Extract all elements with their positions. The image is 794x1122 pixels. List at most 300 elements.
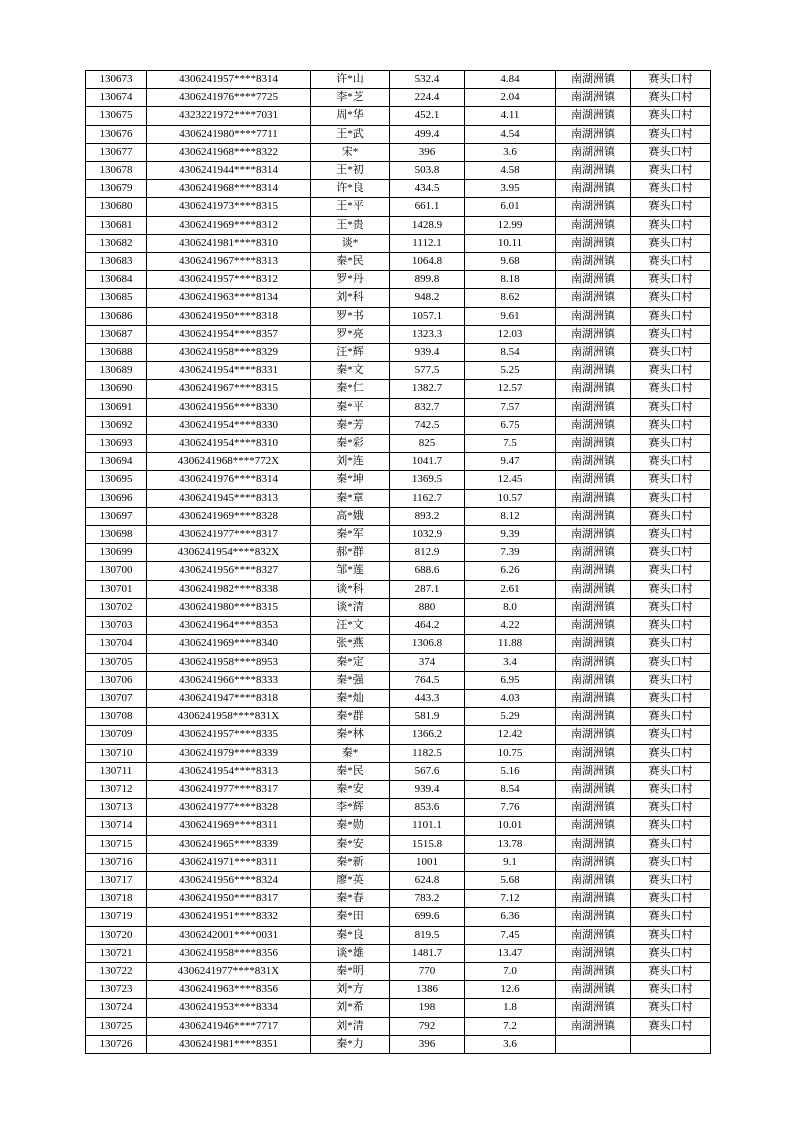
cell-village: 赛头口村 [631, 817, 711, 835]
cell-id-number: 4306241954****832X [147, 544, 311, 562]
cell-town: 南湖洲镇 [556, 143, 631, 161]
cell-id-number: 4306241977****8317 [147, 780, 311, 798]
table-row [86, 871, 711, 889]
cell-village: 赛头口村 [631, 234, 711, 252]
table-row [86, 489, 711, 507]
cell-ratio: 7.45 [465, 926, 556, 944]
cell-town: 南湖洲镇 [556, 962, 631, 980]
table-row [86, 817, 711, 835]
cell-amount: 880 [390, 598, 465, 616]
table-row [86, 580, 711, 598]
cell-town: 南湖洲镇 [556, 198, 631, 216]
cell-id-number: 4306241958****8356 [147, 944, 311, 962]
cell-name: 秦*良 [311, 926, 390, 944]
cell-name: 刘*科 [311, 289, 390, 307]
cell-name: 王*贵 [311, 216, 390, 234]
cell-ratio: 6.36 [465, 908, 556, 926]
cell-village: 赛头口村 [631, 507, 711, 525]
cell-ratio: 9.1 [465, 853, 556, 871]
cell-id-number: 4323221972****7031 [147, 107, 311, 125]
table-row [86, 653, 711, 671]
cell-name: 秦*平 [311, 398, 390, 416]
table-row [86, 689, 711, 707]
cell-name: 秦*定 [311, 653, 390, 671]
cell-id-number: 4306241954****8357 [147, 325, 311, 343]
table-row [86, 180, 711, 198]
cell-ratio: 6.95 [465, 671, 556, 689]
table-row [86, 780, 711, 798]
cell-id-number: 4306241964****8353 [147, 617, 311, 635]
cell-serial-number: 130698 [86, 526, 147, 544]
cell-name: 秦*灿 [311, 689, 390, 707]
cell-amount: 1369.5 [390, 471, 465, 489]
cell-serial-number: 130675 [86, 107, 147, 125]
cell-name: 许*良 [311, 180, 390, 198]
cell-town: 南湖洲镇 [556, 635, 631, 653]
cell-amount: 1057.1 [390, 307, 465, 325]
cell-serial-number: 130697 [86, 507, 147, 525]
cell-village: 赛头口村 [631, 653, 711, 671]
cell-id-number: 4306241969****8311 [147, 817, 311, 835]
cell-serial-number: 130681 [86, 216, 147, 234]
cell-town: 南湖洲镇 [556, 507, 631, 525]
cell-serial-number: 130725 [86, 1017, 147, 1035]
table-row [86, 380, 711, 398]
cell-amount: 783.2 [390, 890, 465, 908]
cell-name: 罗*书 [311, 307, 390, 325]
cell-ratio: 8.54 [465, 780, 556, 798]
cell-ratio: 11.88 [465, 635, 556, 653]
cell-village: 赛头口村 [631, 435, 711, 453]
table-row [86, 453, 711, 471]
cell-ratio: 3.6 [465, 143, 556, 161]
cell-serial-number: 130715 [86, 835, 147, 853]
cell-id-number: 4306241977****8328 [147, 799, 311, 817]
cell-amount: 1366.2 [390, 726, 465, 744]
cell-ratio: 5.68 [465, 871, 556, 889]
cell-ratio: 7.12 [465, 890, 556, 908]
cell-town: 南湖洲镇 [556, 708, 631, 726]
cell-village: 赛头口村 [631, 380, 711, 398]
table-row [86, 635, 711, 653]
cell-name: 宋* [311, 143, 390, 161]
cell-id-number: 4306242001****0031 [147, 926, 311, 944]
table-row [86, 962, 711, 980]
cell-ratio: 3.95 [465, 180, 556, 198]
cell-amount: 939.4 [390, 344, 465, 362]
cell-serial-number: 130726 [86, 1035, 147, 1053]
table-row [86, 307, 711, 325]
cell-amount: 893.2 [390, 507, 465, 525]
table-row [86, 726, 711, 744]
cell-ratio: 10.75 [465, 744, 556, 762]
table-row [86, 926, 711, 944]
cell-id-number: 4306241966****8333 [147, 671, 311, 689]
cell-name: 刘*清 [311, 1017, 390, 1035]
cell-serial-number: 130691 [86, 398, 147, 416]
cell-ratio: 8.18 [465, 271, 556, 289]
cell-serial-number: 130689 [86, 362, 147, 380]
cell-id-number: 4306241982****8338 [147, 580, 311, 598]
cell-village: 赛头口村 [631, 307, 711, 325]
cell-amount: 198 [390, 999, 465, 1017]
cell-name: 王*初 [311, 162, 390, 180]
table-row [86, 799, 711, 817]
cell-village: 赛头口村 [631, 471, 711, 489]
cell-village: 赛头口村 [631, 125, 711, 143]
cell-village: 赛头口村 [631, 216, 711, 234]
cell-ratio: 8.12 [465, 507, 556, 525]
cell-id-number: 4306241963****8134 [147, 289, 311, 307]
table-row [86, 344, 711, 362]
cell-id-number: 4306241951****8332 [147, 908, 311, 926]
cell-id-number: 4306241956****8330 [147, 398, 311, 416]
cell-id-number: 4306241957****8335 [147, 726, 311, 744]
cell-serial-number: 130688 [86, 344, 147, 362]
cell-village: 赛头口村 [631, 271, 711, 289]
cell-town: 南湖洲镇 [556, 362, 631, 380]
cell-serial-number: 130719 [86, 908, 147, 926]
cell-serial-number: 130711 [86, 762, 147, 780]
cell-town: 南湖洲镇 [556, 216, 631, 234]
cell-village: 赛头口村 [631, 926, 711, 944]
cell-amount: 1032.9 [390, 526, 465, 544]
cell-serial-number: 130677 [86, 143, 147, 161]
cell-ratio: 4.22 [465, 617, 556, 635]
cell-id-number: 4306241976****8314 [147, 471, 311, 489]
cell-village: 赛头口村 [631, 526, 711, 544]
cell-town: 南湖洲镇 [556, 580, 631, 598]
cell-serial-number: 130707 [86, 689, 147, 707]
cell-town: 南湖洲镇 [556, 981, 631, 999]
cell-name: 秦*军 [311, 526, 390, 544]
cell-amount: 819.5 [390, 926, 465, 944]
cell-village: 赛头口村 [631, 962, 711, 980]
cell-id-number: 4306241971****8311 [147, 853, 311, 871]
cell-serial-number: 130720 [86, 926, 147, 944]
table-row [86, 143, 711, 161]
cell-serial-number: 130692 [86, 416, 147, 434]
cell-id-number: 4306241968****8314 [147, 180, 311, 198]
cell-village: 赛头口村 [631, 489, 711, 507]
cell-village: 赛头口村 [631, 671, 711, 689]
cell-name: 周*华 [311, 107, 390, 125]
cell-ratio: 7.0 [465, 962, 556, 980]
cell-id-number: 4306241954****8313 [147, 762, 311, 780]
cell-town: 南湖洲镇 [556, 544, 631, 562]
cell-ratio: 12.99 [465, 216, 556, 234]
cell-ratio: 5.16 [465, 762, 556, 780]
cell-id-number: 4306241956****8327 [147, 562, 311, 580]
cell-id-number: 4306241969****8312 [147, 216, 311, 234]
table-row [86, 562, 711, 580]
cell-village: 赛头口村 [631, 780, 711, 798]
table-body [86, 71, 711, 1054]
cell-name: 秦*仁 [311, 380, 390, 398]
cell-ratio: 12.45 [465, 471, 556, 489]
cell-name: 谈*清 [311, 598, 390, 616]
cell-amount: 1101.1 [390, 817, 465, 835]
cell-amount: 1001 [390, 853, 465, 871]
cell-amount: 792 [390, 1017, 465, 1035]
cell-amount: 1382.7 [390, 380, 465, 398]
cell-town: 南湖洲镇 [556, 926, 631, 944]
table-row [86, 398, 711, 416]
cell-name: 谈*科 [311, 580, 390, 598]
cell-ratio: 9.61 [465, 307, 556, 325]
cell-name: 秦*群 [311, 708, 390, 726]
cell-ratio: 6.75 [465, 416, 556, 434]
cell-id-number: 4306241967****8313 [147, 253, 311, 271]
cell-name: 秦*民 [311, 762, 390, 780]
cell-name: 罗*丹 [311, 271, 390, 289]
cell-amount: 567.6 [390, 762, 465, 780]
cell-village: 赛头口村 [631, 162, 711, 180]
cell-ratio: 10.11 [465, 234, 556, 252]
cell-name: 秦*文 [311, 362, 390, 380]
cell-ratio: 8.54 [465, 344, 556, 362]
cell-serial-number: 130724 [86, 999, 147, 1017]
table-row [86, 999, 711, 1017]
cell-id-number: 4306241958****8329 [147, 344, 311, 362]
table-row [86, 598, 711, 616]
cell-serial-number: 130708 [86, 708, 147, 726]
cell-id-number: 4306241965****8339 [147, 835, 311, 853]
table-row [86, 107, 711, 125]
cell-ratio: 6.26 [465, 562, 556, 580]
cell-serial-number: 130693 [86, 435, 147, 453]
cell-amount: 499.4 [390, 125, 465, 143]
cell-id-number: 4306241958****8953 [147, 653, 311, 671]
cell-serial-number: 130694 [86, 453, 147, 471]
cell-ratio: 2.04 [465, 89, 556, 107]
cell-name: 汪*文 [311, 617, 390, 635]
cell-serial-number: 130685 [86, 289, 147, 307]
cell-serial-number: 130696 [86, 489, 147, 507]
cell-name: 秦*明 [311, 962, 390, 980]
cell-ratio: 7.39 [465, 544, 556, 562]
cell-id-number: 4306241969****8340 [147, 635, 311, 653]
cell-serial-number: 130699 [86, 544, 147, 562]
cell-town: 南湖洲镇 [556, 689, 631, 707]
cell-serial-number: 130683 [86, 253, 147, 271]
cell-town: 南湖洲镇 [556, 890, 631, 908]
cell-ratio: 8.62 [465, 289, 556, 307]
cell-serial-number: 130678 [86, 162, 147, 180]
cell-village: 赛头口村 [631, 762, 711, 780]
cell-amount: 742.5 [390, 416, 465, 434]
cell-amount: 853.6 [390, 799, 465, 817]
table-row [86, 744, 711, 762]
document-sheet [85, 70, 711, 1054]
cell-id-number: 4306241969****8328 [147, 507, 311, 525]
cell-name: 秦*新 [311, 853, 390, 871]
cell-town: 南湖洲镇 [556, 944, 631, 962]
cell-village: 赛头口村 [631, 689, 711, 707]
table-row [86, 762, 711, 780]
cell-town: 南湖洲镇 [556, 817, 631, 835]
cell-amount: 581.9 [390, 708, 465, 726]
cell-amount: 1515.8 [390, 835, 465, 853]
table-row [86, 216, 711, 234]
table-row [86, 125, 711, 143]
cell-amount: 503.8 [390, 162, 465, 180]
data-table [85, 70, 711, 1054]
table-row [86, 544, 711, 562]
cell-amount: 825 [390, 435, 465, 453]
cell-amount: 452.1 [390, 107, 465, 125]
cell-name: 谈* [311, 234, 390, 252]
cell-ratio: 3.4 [465, 653, 556, 671]
cell-amount: 939.4 [390, 780, 465, 798]
cell-town: 南湖洲镇 [556, 89, 631, 107]
cell-village: 赛头口村 [631, 944, 711, 962]
table-row [86, 271, 711, 289]
cell-village: 赛头口村 [631, 617, 711, 635]
cell-name: 张*燕 [311, 635, 390, 653]
cell-id-number: 4306241954****8310 [147, 435, 311, 453]
table-row [86, 708, 711, 726]
cell-ratio: 13.47 [465, 944, 556, 962]
cell-name: 秦*安 [311, 780, 390, 798]
cell-serial-number: 130695 [86, 471, 147, 489]
cell-town: 南湖洲镇 [556, 489, 631, 507]
cell-village: 赛头口村 [631, 344, 711, 362]
cell-ratio: 8.0 [465, 598, 556, 616]
table-row [86, 89, 711, 107]
table-row [86, 416, 711, 434]
cell-serial-number: 130676 [86, 125, 147, 143]
cell-town: 南湖洲镇 [556, 453, 631, 471]
cell-town: 南湖洲镇 [556, 125, 631, 143]
cell-town: 南湖洲镇 [556, 71, 631, 89]
cell-amount: 661.1 [390, 198, 465, 216]
cell-serial-number: 130706 [86, 671, 147, 689]
table-row [86, 890, 711, 908]
cell-village: 赛头口村 [631, 289, 711, 307]
cell-ratio: 2.61 [465, 580, 556, 598]
cell-ratio: 7.57 [465, 398, 556, 416]
cell-amount: 577.5 [390, 362, 465, 380]
cell-name: 刘*希 [311, 999, 390, 1017]
cell-name: 秦*田 [311, 908, 390, 926]
table-row [86, 671, 711, 689]
cell-town: 南湖洲镇 [556, 908, 631, 926]
cell-id-number: 4306241953****8334 [147, 999, 311, 1017]
cell-village: 赛头口村 [631, 1017, 711, 1035]
cell-serial-number: 130716 [86, 853, 147, 871]
cell-village: 赛头口村 [631, 562, 711, 580]
cell-id-number: 4306241950****8318 [147, 307, 311, 325]
cell-village [631, 1035, 711, 1053]
cell-name: 秦*力 [311, 1035, 390, 1053]
cell-ratio: 3.6 [465, 1035, 556, 1053]
cell-serial-number: 130718 [86, 890, 147, 908]
cell-town: 南湖洲镇 [556, 762, 631, 780]
cell-town: 南湖洲镇 [556, 617, 631, 635]
cell-village: 赛头口村 [631, 398, 711, 416]
cell-village: 赛头口村 [631, 180, 711, 198]
cell-village: 赛头口村 [631, 726, 711, 744]
cell-town: 南湖洲镇 [556, 180, 631, 198]
cell-town: 南湖洲镇 [556, 344, 631, 362]
cell-amount: 832.7 [390, 398, 465, 416]
cell-village: 赛头口村 [631, 580, 711, 598]
cell-ratio: 9.47 [465, 453, 556, 471]
cell-id-number: 4306241954****8330 [147, 416, 311, 434]
cell-serial-number: 130710 [86, 744, 147, 762]
cell-amount: 443.3 [390, 689, 465, 707]
cell-amount: 464.2 [390, 617, 465, 635]
cell-amount: 812.9 [390, 544, 465, 562]
cell-amount: 532.4 [390, 71, 465, 89]
cell-village: 赛头口村 [631, 253, 711, 271]
cell-village: 赛头口村 [631, 744, 711, 762]
cell-town: 南湖洲镇 [556, 653, 631, 671]
cell-serial-number: 130690 [86, 380, 147, 398]
cell-town: 南湖洲镇 [556, 107, 631, 125]
cell-name: 秦* [311, 744, 390, 762]
cell-amount: 1182.5 [390, 744, 465, 762]
cell-serial-number: 130712 [86, 780, 147, 798]
cell-name: 高*娥 [311, 507, 390, 525]
cell-name: 谈*雄 [311, 944, 390, 962]
cell-ratio: 13.78 [465, 835, 556, 853]
cell-id-number: 4306241980****7711 [147, 125, 311, 143]
cell-name: 王*平 [311, 198, 390, 216]
cell-serial-number: 130709 [86, 726, 147, 744]
cell-ratio: 12.6 [465, 981, 556, 999]
cell-village: 赛头口村 [631, 635, 711, 653]
cell-village: 赛头口村 [631, 981, 711, 999]
cell-name: 秦*春 [311, 890, 390, 908]
cell-name: 秦*勋 [311, 817, 390, 835]
cell-town: 南湖洲镇 [556, 435, 631, 453]
cell-serial-number: 130702 [86, 598, 147, 616]
cell-ratio: 6.01 [465, 198, 556, 216]
cell-serial-number: 130713 [86, 799, 147, 817]
cell-id-number: 4306241957****8314 [147, 71, 311, 89]
cell-serial-number: 130680 [86, 198, 147, 216]
cell-name: 李*辉 [311, 799, 390, 817]
cell-name: 罗*亮 [311, 325, 390, 343]
table-row [86, 198, 711, 216]
cell-town: 南湖洲镇 [556, 562, 631, 580]
cell-village: 赛头口村 [631, 143, 711, 161]
cell-id-number: 4306241968****8322 [147, 143, 311, 161]
cell-serial-number: 130723 [86, 981, 147, 999]
cell-id-number: 4306241944****8314 [147, 162, 311, 180]
cell-serial-number: 130674 [86, 89, 147, 107]
cell-amount: 899.8 [390, 271, 465, 289]
cell-town: 南湖洲镇 [556, 471, 631, 489]
table-row [86, 853, 711, 871]
cell-id-number: 4306241980****8315 [147, 598, 311, 616]
cell-amount: 1323.3 [390, 325, 465, 343]
cell-village: 赛头口村 [631, 853, 711, 871]
cell-name: 王*武 [311, 125, 390, 143]
cell-id-number: 4306241945****8313 [147, 489, 311, 507]
table-row [86, 435, 711, 453]
cell-ratio: 7.5 [465, 435, 556, 453]
cell-amount: 688.6 [390, 562, 465, 580]
table-row [86, 1017, 711, 1035]
cell-name: 刘*方 [311, 981, 390, 999]
cell-amount: 1306.8 [390, 635, 465, 653]
table-row [86, 981, 711, 999]
cell-name: 秦*民 [311, 253, 390, 271]
cell-id-number: 4306241947****8318 [147, 689, 311, 707]
